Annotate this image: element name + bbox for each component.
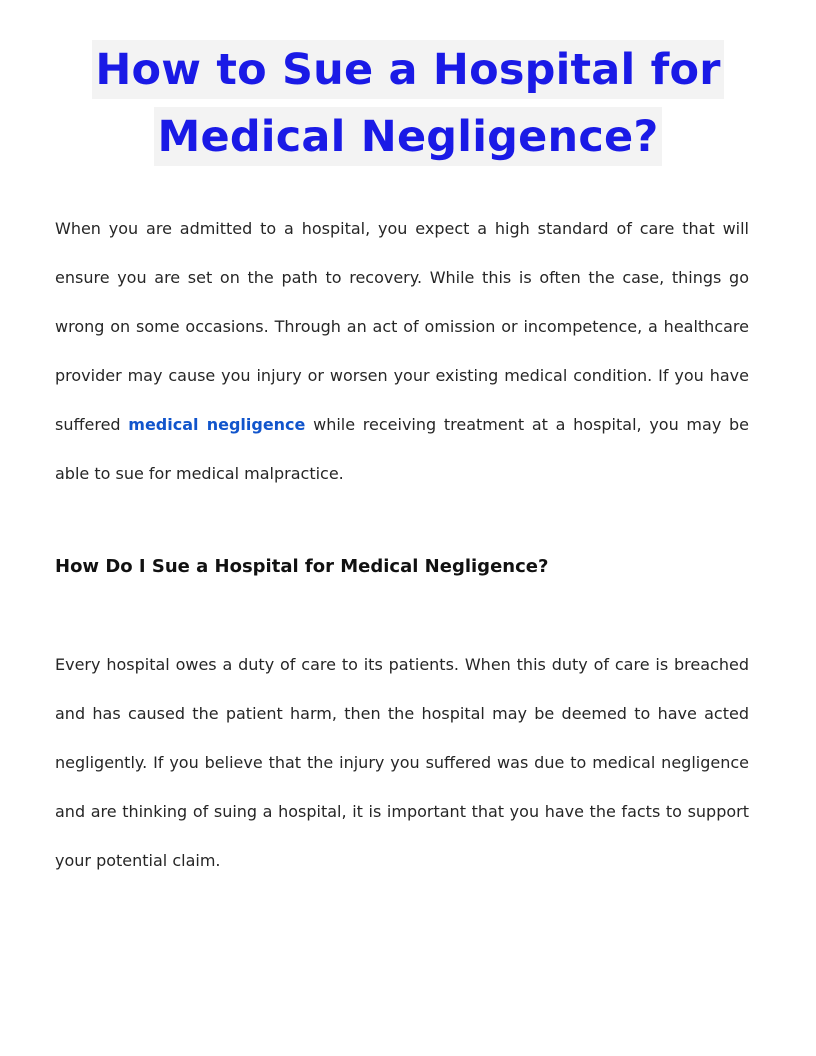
intro-paragraph [55,204,749,498]
medical-negligence-link[interactable]: medical negligence [128,415,306,434]
title-line-1: How to Sue a Hospital for [92,40,723,99]
section-heading: How Do I Sue a Hospital for Medical Negligence? [55,556,549,577]
intro-text-after-link: while receiving treatment at a hospital, you may be able to sue for medical malpractice. [55,415,750,483]
page-title [0,40,816,166]
title-line-2: Medical Negligence? [154,107,661,166]
section-paragraph: Every hospital owes a duty of care to its patients. When this duty of care is breached and has caused the patient harm, then the hospital may be deemed to have acted negligently. If you believe that the injury you suffered was due to medical negligence and are thinking of suing a hospital, it is important that you have the facts to support your potential claim. [55,655,749,870]
intro-text-before-link: When you are admitted to a hospital, you expect a high standard of care that will ensure you are set on the path to recovery. While this is often the case, things go wrong on some occasions. Through an act of omission or incompetence, a healthcare provider may cause you injury or worsen your existing medical condition. If you have suffered [55,219,749,434]
